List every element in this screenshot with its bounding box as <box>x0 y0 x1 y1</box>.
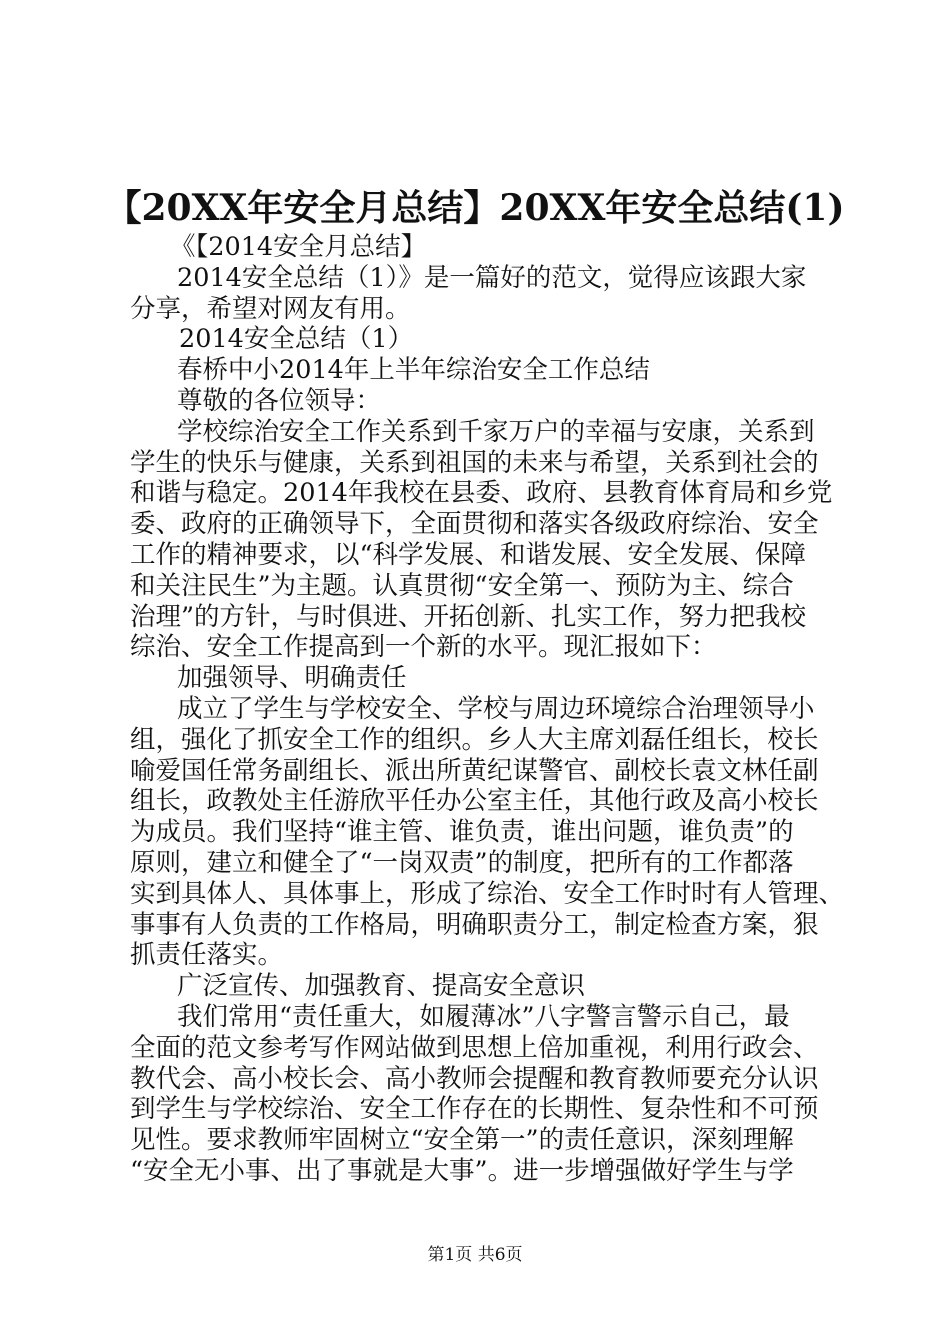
section-heading: 加强领导、明确责任 <box>177 663 407 694</box>
body-line: “安全无小事、出了事就是大事”。进一步增强做好学生与学 <box>130 1155 794 1186</box>
body-line: 为成员。我们坚持“谁主管、谁负责，谁出问题，谁负责”的 <box>130 817 794 848</box>
page-footer: 第1页 共6页 <box>427 1245 523 1265</box>
body-line: 全面的范文参考写作网站做到思想上倍加重视，利用行政会、 <box>130 1032 819 1063</box>
body-line: 治理”的方针，与时俱进、开拓创新、扎实工作，努力把我校 <box>130 601 807 632</box>
body-line: 《【2014安全月总结】 <box>170 232 427 262</box>
body-line: 组长，政教处主任游欣平任办公室主任，其他行政及高小校长 <box>130 786 819 817</box>
body-line: 成立了学生与学校安全、学校与周边环境综合治理领导小 <box>177 693 815 724</box>
body-line: 学生的快乐与健康，关系到祖国的未来与希望，关系到社会的 <box>130 447 819 478</box>
body-line: 春桥中小2014年上半年综治安全工作总结 <box>177 355 650 386</box>
body-line: 和谐与稳定。2014年我校在县委、政府、县教育体育局和乡党 <box>130 478 833 509</box>
body-line: 综治、安全工作提高到一个新的水平。现汇报如下： <box>130 632 717 663</box>
body-line: 2014安全总结（1） <box>179 324 414 355</box>
body-line: 工作的精神要求，以“科学发展、和谐发展、安全发展、保障 <box>130 539 807 570</box>
body-line: 教代会、高小校长会、高小教师会提醒和教育教师要充分认识 <box>130 1063 819 1094</box>
body-line: 组，强化了抓安全工作的组织。乡人大主席刘磊任组长，校长 <box>130 724 819 755</box>
body-line: 尊敬的各位领导： <box>177 385 382 416</box>
body-line: 2014安全总结（1）》是一篇好的范文，觉得应该跟大家 <box>177 262 807 293</box>
body-line: 抓责任落实。 <box>130 940 284 971</box>
body-line: 和关注民生”为主题。认真贯彻“安全第一、预防为主、综合 <box>130 570 794 601</box>
body-line: 实到具体人、具体事上，形成了综治、安全工作时时有人管理、 <box>130 878 845 909</box>
document-title: 【20XX年安全月总结】20XX年安全总结(1) <box>105 187 845 229</box>
body-line: 委、政府的正确领导下，全面贯彻和落实各级政府综治、安全 <box>130 509 819 540</box>
document-body <box>130 232 845 1187</box>
body-line: 喻爱国任常务副组长、派出所黄纪谋警官、副校长袁文林任副 <box>130 755 819 786</box>
body-line: 原则，建立和健全了“一岗双责”的制度，把所有的工作都落 <box>130 847 794 878</box>
body-line: 见性。要求教师牢固树立“安全第一”的责任意识，深刻理解 <box>130 1125 794 1156</box>
body-line: 到学生与学校综治、安全工作存在的长期性、复杂性和不可预 <box>130 1094 819 1125</box>
body-line: 我们常用“责任重大，如履薄冰”八字警言警示自己，最 <box>177 1001 790 1032</box>
body-line: 学校综治安全工作关系到千家万户的幸福与安康，关系到 <box>177 416 815 447</box>
body-line: 分享，希望对网友有用。 <box>130 293 411 324</box>
body-line: 事事有人负责的工作格局，明确职责分工，制定检查方案，狠 <box>130 909 819 940</box>
section-heading: 广泛宣传、加强教育、提高安全意识 <box>177 971 586 1002</box>
